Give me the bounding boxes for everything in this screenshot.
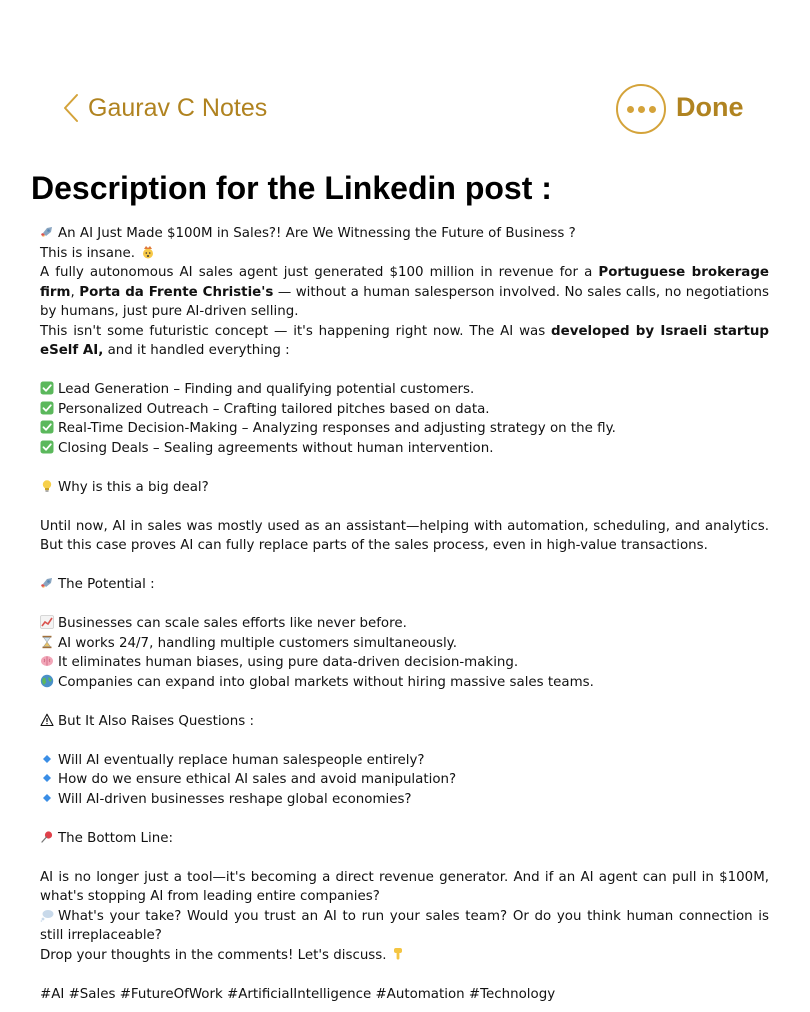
- p2-text-a: This isn't some futuristic concept — it's happening right now. The AI was: [40, 323, 552, 339]
- headline-line: [40, 224, 769, 244]
- potential-item-text: It eliminates human biases, using pure data-driven decision-making.: [58, 655, 519, 670]
- chevron-left-icon: [62, 93, 80, 123]
- spacer: [40, 692, 769, 712]
- chart-up-icon: [40, 615, 54, 629]
- spacer: [40, 595, 769, 615]
- check-text: Closing Deals – Sealing agreements without human intervention.: [58, 440, 494, 456]
- potential-item: [40, 634, 769, 654]
- questions-heading-text: But It Also Raises Questions :: [58, 713, 254, 729]
- rocket-icon: [40, 225, 54, 239]
- pointing-down-icon: [391, 947, 405, 961]
- check-text: Real-Time Decision-Making – Analyzing responses and adjusting strategy on the fly.: [58, 421, 616, 436]
- hourglass-icon: [40, 635, 54, 649]
- question-text: How do we ensure ethical AI sales and avoid manipulation?: [58, 772, 457, 787]
- potential-item: [40, 673, 769, 693]
- check-item: [40, 400, 769, 420]
- check-mark-icon: [40, 401, 54, 415]
- blue-diamond-icon: [40, 791, 54, 805]
- note-body[interactable]: [40, 224, 769, 1004]
- insane-line: [40, 244, 769, 264]
- take-paragraph: [40, 907, 769, 946]
- brain-icon: [40, 654, 54, 668]
- p1-bold-firm: Portuguese brokerage firm: [40, 265, 769, 300]
- spacer: [40, 809, 769, 829]
- take-text: What's your take? Would you trust an AI to run your sales team? Or do you think human connection is still irreplaceable?: [40, 908, 769, 943]
- bottom-heading: [40, 829, 769, 849]
- p1-text-c: ,: [70, 284, 80, 300]
- check-item: [40, 439, 769, 459]
- bottom-heading-text: The Bottom Line:: [58, 830, 173, 846]
- potential-item-text: Businesses can scale sales efforts like never before.: [58, 616, 407, 631]
- p2-text-c: and it handled everything :: [103, 343, 290, 358]
- light-bulb-icon: [40, 479, 54, 493]
- ellipsis-icon: [627, 106, 634, 113]
- p2-bold-startup: developed by Israeli startup eSelf AI,: [40, 323, 769, 358]
- question-text: Will AI eventually replace human salespeople entirely?: [58, 752, 425, 768]
- insane-text: This is insane.: [40, 245, 135, 261]
- paragraph-1: [40, 263, 769, 322]
- spacer: [40, 848, 769, 868]
- check-mark-icon: [40, 420, 54, 434]
- potential-item-text: AI works 24/7, handling multiple customers simultaneously.: [58, 635, 457, 651]
- p1-text-e: — without a human salesperson involved. No sales calls, no negotiations by humans, just pure AI-driven selling.: [40, 284, 769, 319]
- spacer: [40, 497, 769, 517]
- check-text: Personalized Outreach – Crafting tailored pitches based on data.: [58, 401, 490, 417]
- check-item: [40, 380, 769, 400]
- spacer: [40, 361, 769, 381]
- note-title: Description for the Linkedin post :: [31, 170, 552, 206]
- more-options-button[interactable]: [616, 84, 666, 134]
- ellipsis-dot: [649, 106, 656, 113]
- ellipsis-dot: [638, 106, 645, 113]
- question-item: [40, 751, 769, 771]
- check-text: Lead Generation – Finding and qualifying potential customers.: [58, 382, 475, 397]
- drop-line: [40, 946, 769, 966]
- check-mark-icon: [40, 440, 54, 454]
- question-item: [40, 790, 769, 810]
- questions-heading: [40, 712, 769, 732]
- potential-item-text: Companies can expand into global markets without hiring massive sales teams.: [58, 674, 594, 690]
- drop-text: Drop your thoughts in the comments! Let's discuss.: [40, 947, 387, 963]
- spacer: [40, 731, 769, 751]
- paragraph-2: [40, 322, 769, 361]
- thought-bubble-icon: [40, 908, 54, 922]
- headline-text: An AI Just Made $100M in Sales?! Are We Witnessing the Future of Business ?: [58, 226, 576, 241]
- p1-bold-name: Porta da Frente Christie's: [79, 284, 274, 300]
- globe-icon: [40, 674, 54, 688]
- potential-heading: [40, 575, 769, 595]
- navigation-bar: [0, 0, 810, 150]
- potential-text: The Potential :: [58, 577, 155, 592]
- question-item: [40, 770, 769, 790]
- spacer: [40, 556, 769, 576]
- blue-diamond-icon: [40, 752, 54, 766]
- done-button[interactable]: Done: [676, 92, 744, 122]
- exploding-head-icon: [141, 245, 155, 259]
- pushpin-icon: [40, 830, 54, 844]
- rocket-icon: [40, 576, 54, 590]
- why-line: [40, 478, 769, 498]
- warning-icon: [40, 713, 54, 727]
- why-text: Why is this a big deal?: [58, 479, 209, 495]
- check-mark-icon: [40, 381, 54, 395]
- bottom-paragraph: AI is no longer just a tool—it's becoming a direct revenue generator. And if an AI agent can pull in $100M, what's stopping AI from leading entire companies?: [40, 869, 769, 904]
- back-button[interactable]: [62, 90, 267, 126]
- potential-item: [40, 614, 769, 634]
- p1-text-a: A fully autonomous AI sales agent just generated $100 million in revenue for a: [40, 265, 599, 280]
- until-paragraph: Until now, AI in sales was mostly used as an assistant—helping with automation, scheduling, and analytics. But this case proves AI can fully replace parts of the sales process, even in high-value transactions.: [40, 518, 769, 553]
- check-item: [40, 419, 769, 439]
- question-text: Will AI-driven businesses reshape global economies?: [58, 791, 412, 807]
- spacer: [40, 965, 769, 985]
- spacer: [40, 458, 769, 478]
- back-label: Gaurav C Notes: [88, 93, 268, 122]
- potential-item: [40, 653, 769, 673]
- hashtags[interactable]: #AI #Sales #FutureOfWork #ArtificialIntelligence #Automation #Technology: [40, 986, 556, 1002]
- blue-diamond-icon: [40, 771, 54, 785]
